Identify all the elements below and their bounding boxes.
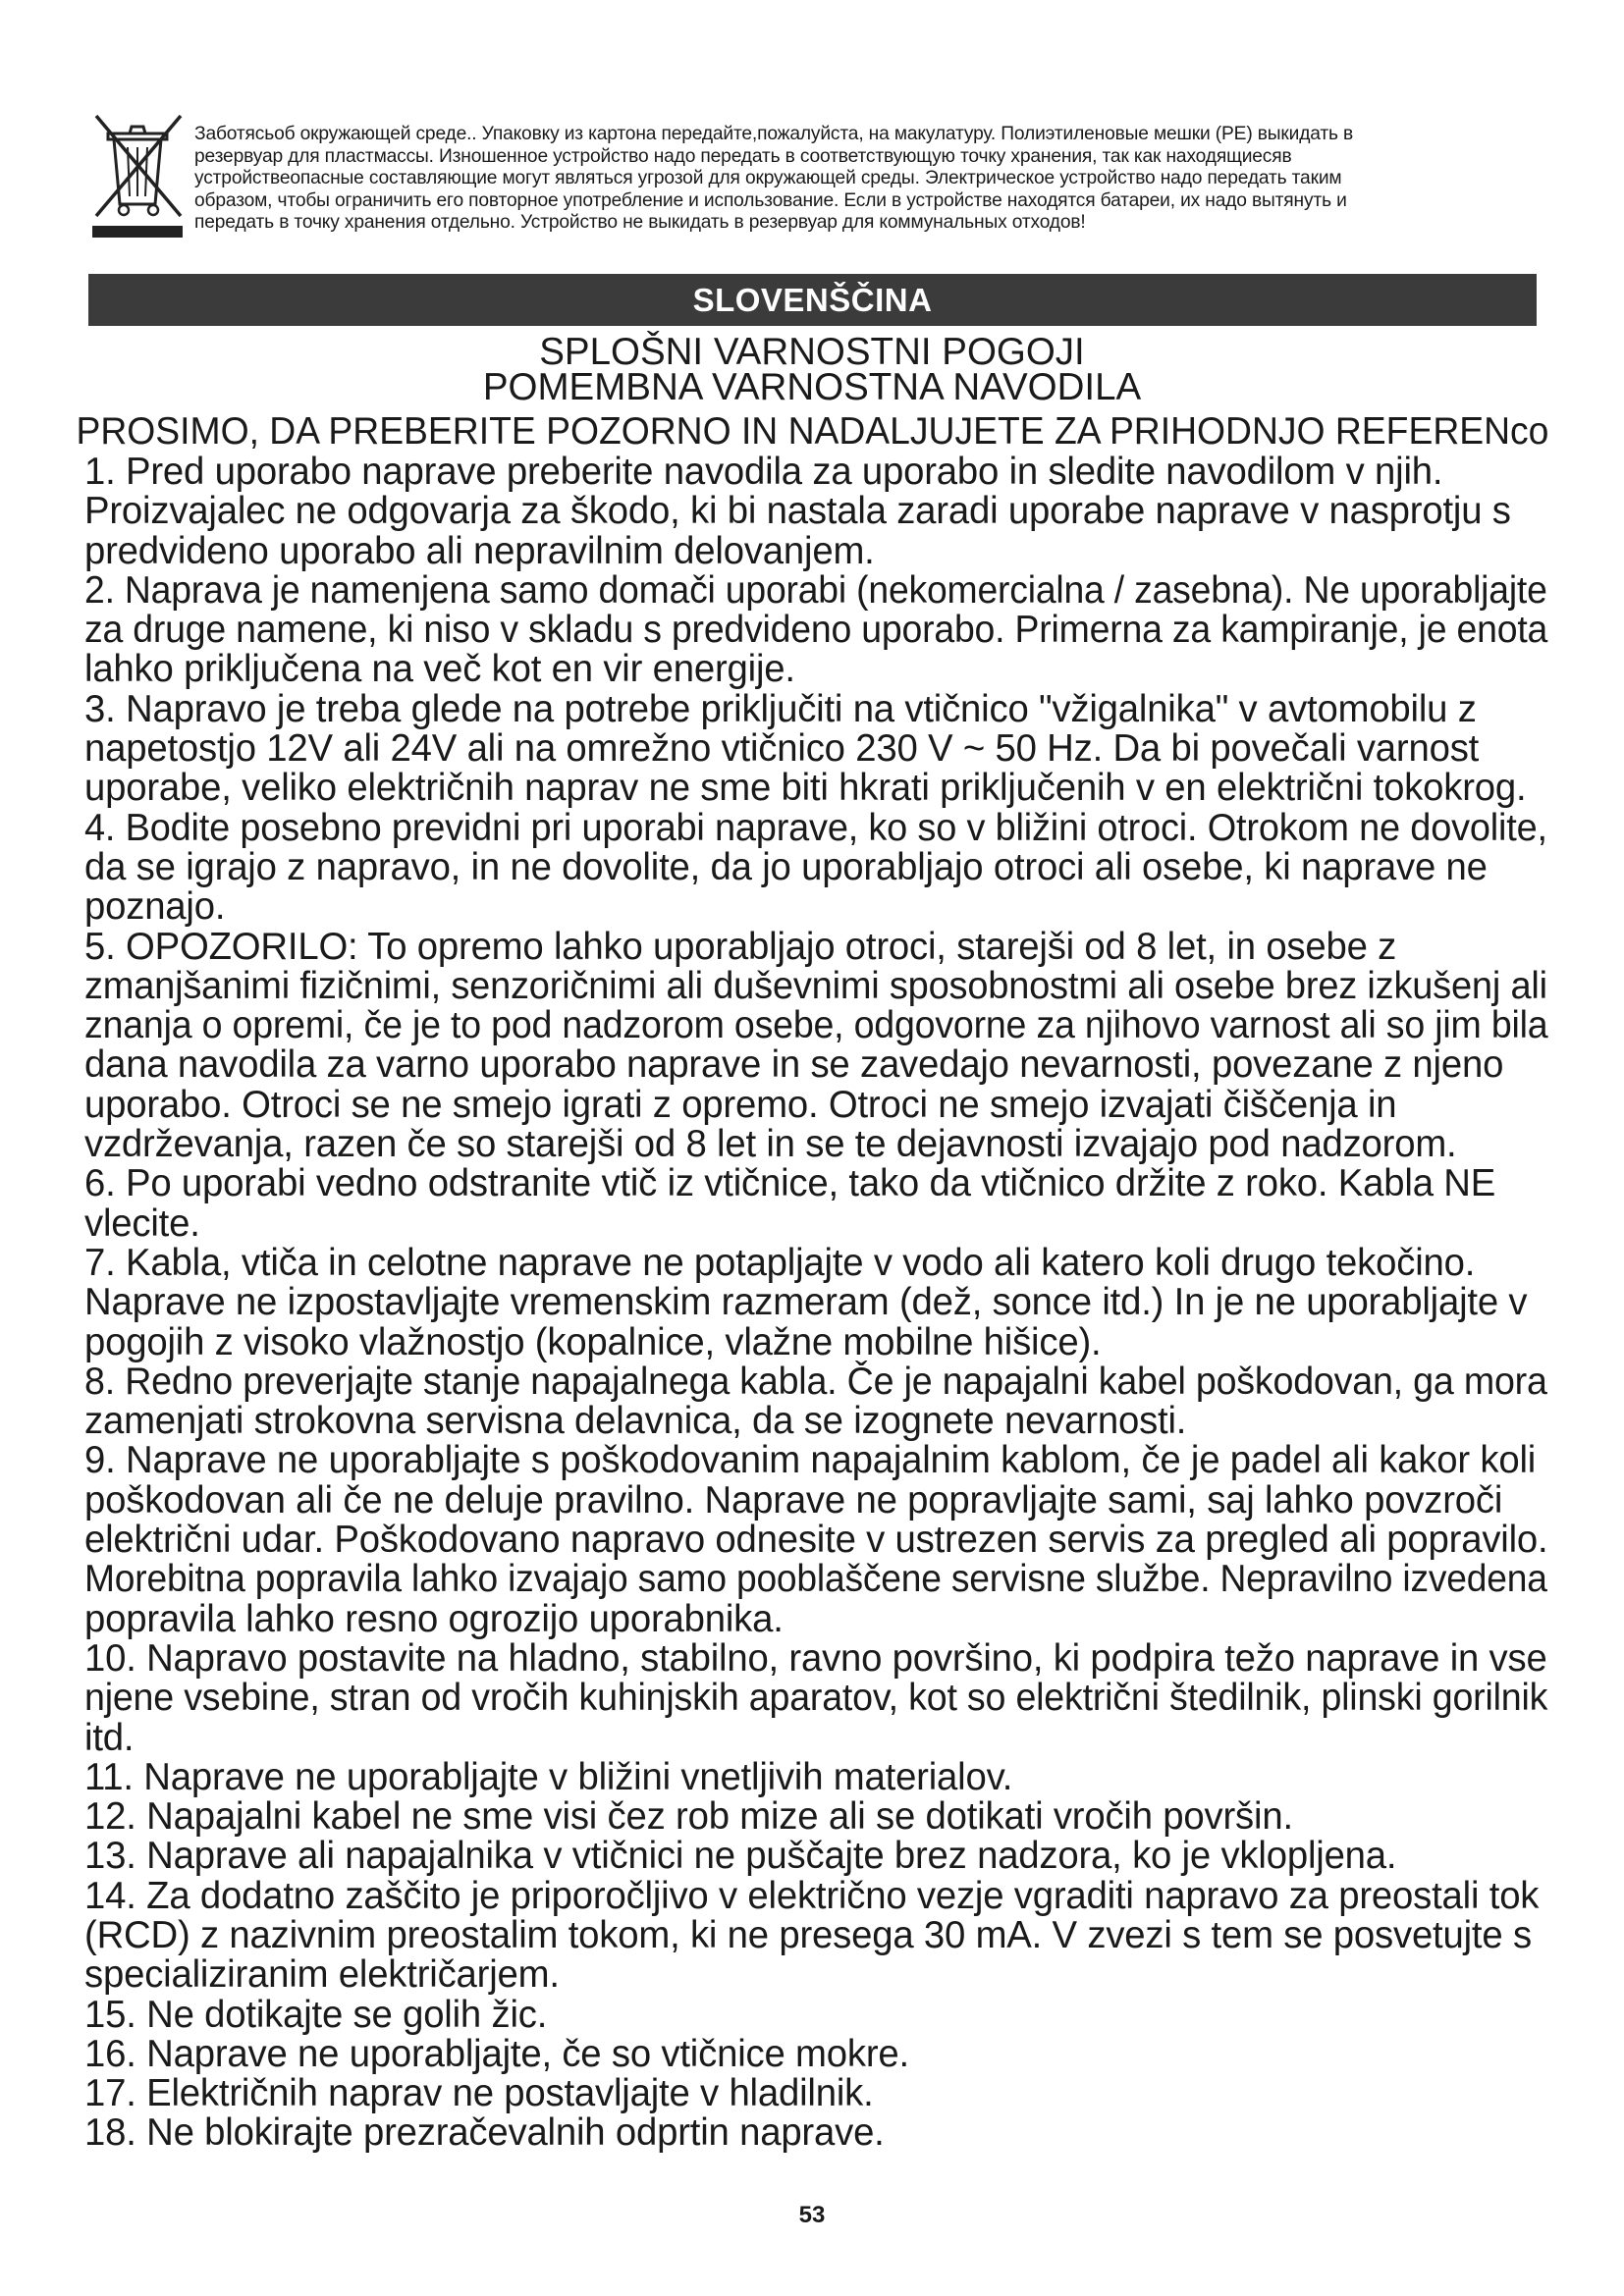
instruction-line: (RCD) z nazivnim preostalim tokom, ki ne presega 30 mA. V zvezi s tem se posvetujte s [84,1913,1532,1956]
instruction-line: 7. Kabla, vtiča in celotne naprave ne potapljajte v vodo ali katero koli drugo tekočino. [84,1241,1476,1284]
instruction-line: popravila lahko resno ogrozijo uporabnika. [84,1597,784,1640]
instruction-line: 2. Naprava je namenjena samo domači uporabi (nekomercialna / zasebna). Ne uporabljajte [84,568,1547,612]
instruction-line: znanja o opremi, če je to pod nadzorom osebe, odgovorne za njihovo varnost ali so jim bila [84,1004,1548,1047]
instruction-line: Proizvajalec ne odgovarja za škodo, ki bi nastala zaradi uporabe naprave v nasprotju s [84,490,1511,533]
heading-important-instructions: POMEMBNA VARNOSTNA NAVODILA [482,366,1142,408]
instruction-line: 5. OPOZORILO: To opremo lahko uporabljajo otroci, starejši od 8 let, in osebe z [84,925,1397,968]
instruction-line: 9. Naprave ne uporabljajte s poškodovanim napajalnim kablom, če je padel ali kakor koli [84,1439,1537,1482]
heading-general-safety: SPLOŠNI VARNOSTNI POGOJI [539,331,1085,373]
crossed-out-wheelie-bin-icon [88,110,187,240]
instruction-line: 11. Naprave ne uporabljajte v bližini vnetljivih materialov. [84,1755,1013,1798]
instruction-line: vzdrževanja, razen če so starejši od 8 let in se te dejavnosti izvajajo pod nadzorom. [84,1123,1457,1166]
instruction-line: uporabe, veliko električnih naprav ne sme biti hkrati priključenih v en električni tokokrog. [84,767,1527,810]
instruction-line: njene vsebine, stran od vročih kuhinjskih aparatov, kot so električni štedilnik, plinski gorilnik [84,1677,1548,1720]
instruction-line: 8. Redno preverjajte stanje napajalnega kabla. Če je napajalni kabel poškodovan, ga mora [84,1360,1547,1403]
instruction-line: napetostjo 12V ali 24V ali na omrežno vtičnico 230 V ~ 50 Hz. Da bi povečali varnost [84,727,1480,771]
instruction-line: 1. Pred uporabo naprave preberite navodila za uporabo in sledite navodilom v njih. [84,451,1443,493]
instruction-line: lahko priključena na več kot en vir energije. [84,648,795,691]
instruction-line: 4. Bodite posebno previdni pri uporabi naprave, ko so v bližini otroci. Otrokom ne dovolite, [84,806,1547,849]
heading-read-carefully: PROSIMO, DA PREBERITE POZORNO IN NADALJUJETE ZA PRIHODNJO REFERENco [76,410,1548,453]
instruction-line: 13. Naprave ali napajalnika v vtičnici ne puščajte brez nadzora, ko je vklopljena. [84,1835,1397,1878]
instruction-line: 17. Električnih naprav ne postavljajte v hladilnik. [84,2072,874,2115]
instruction-line: specializiranim električarjem. [84,1953,560,1997]
instruction-line: Naprave ne izpostavljajte vremenskim razmeram (dež, sonce itd.) In je ne uporabljajte v [84,1281,1528,1324]
instruction-line: da se igrajo z napravo, in ne dovolite, da jo uporabljajo otroci ali osebe, ki naprave ne [84,845,1488,888]
instruction-line: za druge namene, ki niso v skladu s predvideno uporabo. Primerna za kampiranje, je enota [84,609,1548,652]
language-section-header: SLOVENŠČINA [88,274,1537,326]
instruction-line: zamenjati strokovna servisna delavnica, da se izognete nevarnosti. [84,1400,1187,1443]
recycling-notice [88,110,1522,257]
instruction-line: 3. Napravo je treba glede na potrebe priključiti na vtičnico "vžigalnika" v avtomobilu z [84,687,1477,730]
recycling-line: передать в точку хранения отдельно. Устройство не выкидать в резервуар для коммунальных отходов! [194,212,1086,233]
instruction-line: uporabo. Otroci se ne smejo igrati z opremo. Otroci ne smejo izvajati čiščenja in [84,1083,1397,1126]
instruction-line: 15. Ne dotikajte se golih žic. [84,1993,548,2036]
instruction-line: predvideno uporabo ali nepravilnim delovanjem. [84,529,875,572]
instruction-line: itd. [84,1716,135,1759]
instruction-line: 10. Napravo postavite na hladno, stabilno, ravno površino, ki podpira težo naprave in vse [84,1636,1547,1680]
page-number: 53 [798,2202,826,2228]
instruction-line: 14. Za dodatno zaščito je priporočljivo v električno vezje vgraditi napravo za preostali tok [84,1874,1540,1917]
instruction-line: vlecite. [84,1201,200,1245]
instruction-line: poškodovan ali če ne deluje pravilno. Naprave ne popravljajte sami, saj lahko povzroči [84,1478,1503,1522]
recycling-line: устройствеопасные составляющие могут являться угрозой для окружающей среды. Электрическое устройство надо передать таким [194,168,1342,188]
instruction-line: 6. Po uporabi vedno odstranite vtič iz vtičnice, tako da vtičnico držite z roko. Kabla NE [84,1162,1496,1205]
instruction-line: pogojih z visoko vlažnostjo (kopalnice, vlažne mobilne hišice). [84,1320,1102,1363]
instruction-line: 12. Napajalni kabel ne sme visi čez rob mize ali se dotikati vročih površin. [84,1795,1293,1839]
instruction-line: 18. Ne blokirajte prezračevalnih odprtin naprave. [84,2111,885,2155]
instruction-line: 16. Naprave ne uporabljajte, če so vtičnice mokre. [84,2032,909,2075]
recycling-line: резервуар для пластмассы. Изношенное устройство надо передать в соответствующую точку хранения, так как находящиесяв [194,145,1292,167]
instruction-line: dana navodila za varno uporabo naprave in se zavedajo nevarnosti, povezane z njeno [84,1043,1504,1087]
recycling-line: образом, чтобы ограничить его повторное употребление и использование. Если в устройстве находятся батареи, их надо вытянуть и [194,189,1347,211]
instruction-line: Morebitna popravila lahko izvajajo samo pooblaščene servisne službe. Nepravilno izvedena [84,1558,1547,1601]
recycling-line: Заботясьоб окружающей среде.. Упаковку из картона передайте,пожалуйста, на макулатуру. Полиэтиленовые мешки (PE) выкидать в [194,124,1354,144]
recycling-notice-text [194,124,1608,235]
instruction-line: zmanjšanimi fizičnimi, senzoričnimi ali duševnimi sposobnostmi ali osebe brez izkušenj ali [84,964,1547,1007]
safety-instructions-body [84,453,1557,2154]
instruction-line: poznajo. [84,885,226,929]
instruction-line: električni udar. Poškodovano napravo odnesite v ustrezen servis za pregled ali popravilo. [84,1519,1548,1562]
